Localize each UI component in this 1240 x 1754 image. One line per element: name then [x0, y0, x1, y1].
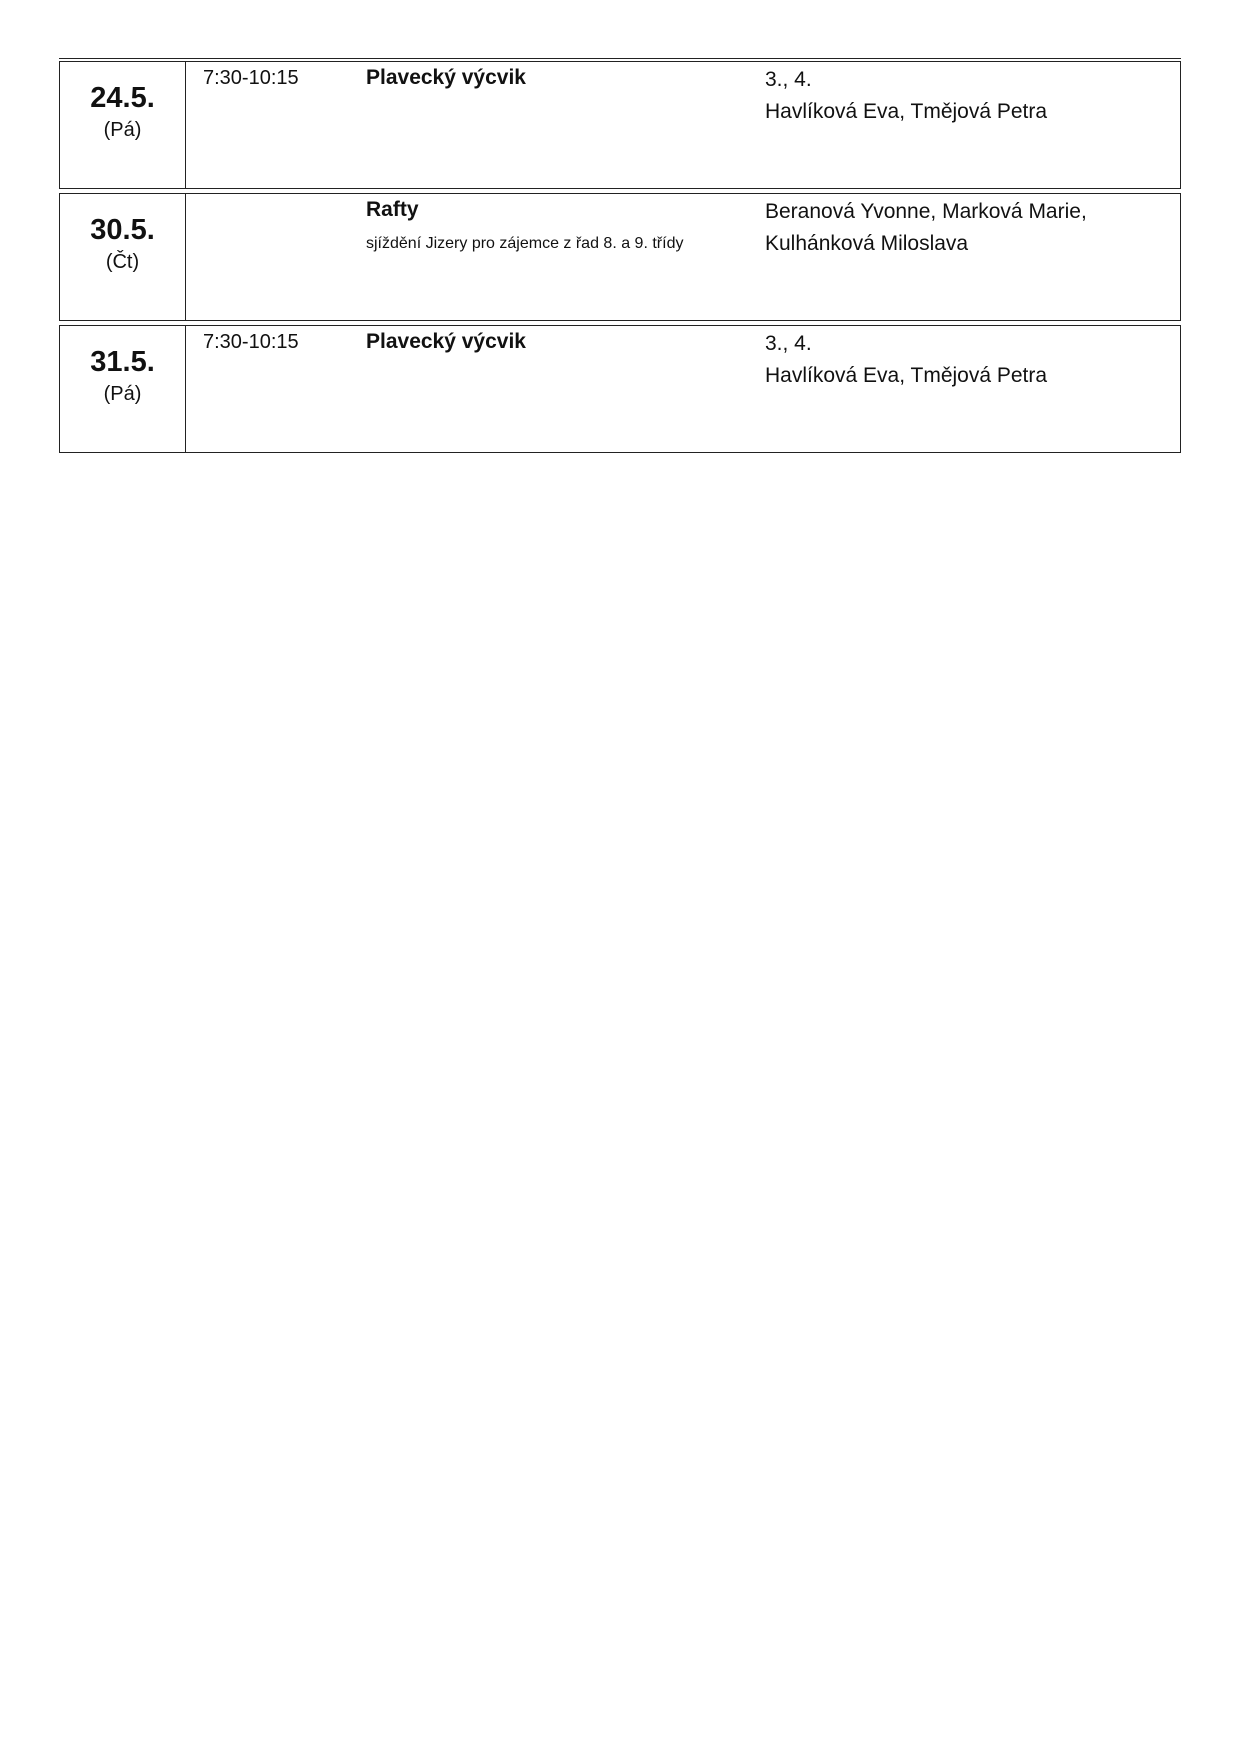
event-details [765, 64, 1165, 128]
event-details [765, 196, 1165, 260]
event-detail-line: 3., 4. [765, 332, 812, 355]
event-date: 31.5. [90, 346, 155, 378]
event-day: (Pá) [103, 119, 142, 141]
date-cell [60, 194, 186, 320]
event-day: (Čt) [105, 251, 140, 273]
event-date: 24.5. [90, 82, 155, 114]
event-detail-line: Havlíková Eva, Tmějová Petra [765, 364, 1048, 387]
date-cell [60, 62, 186, 188]
event-time: 7:30-10:15 [203, 67, 299, 89]
event-detail-line: Kulhánková Miloslava [765, 232, 969, 255]
event-row [59, 325, 1181, 453]
event-note: sjíždění Jizery pro zájemce z řad 8. a 9. třídy [366, 235, 684, 252]
event-detail-line: 3., 4. [765, 68, 812, 91]
event-day: (Pá) [103, 383, 142, 405]
event-title: Plavecký výcvik [366, 66, 526, 89]
event-title: Plavecký výcvik [366, 330, 526, 353]
event-title: Rafty [366, 198, 419, 221]
event-row [59, 193, 1181, 321]
event-row [59, 61, 1181, 189]
event-details [765, 328, 1165, 392]
event-date: 30.5. [90, 214, 155, 246]
event-time: 7:30-10:15 [203, 331, 299, 353]
event-detail-line: Beranová Yvonne, Marková Marie, [765, 200, 1087, 223]
date-cell [60, 326, 186, 452]
top-rule [59, 58, 1181, 59]
event-detail-line: Havlíková Eva, Tmějová Petra [765, 100, 1048, 123]
